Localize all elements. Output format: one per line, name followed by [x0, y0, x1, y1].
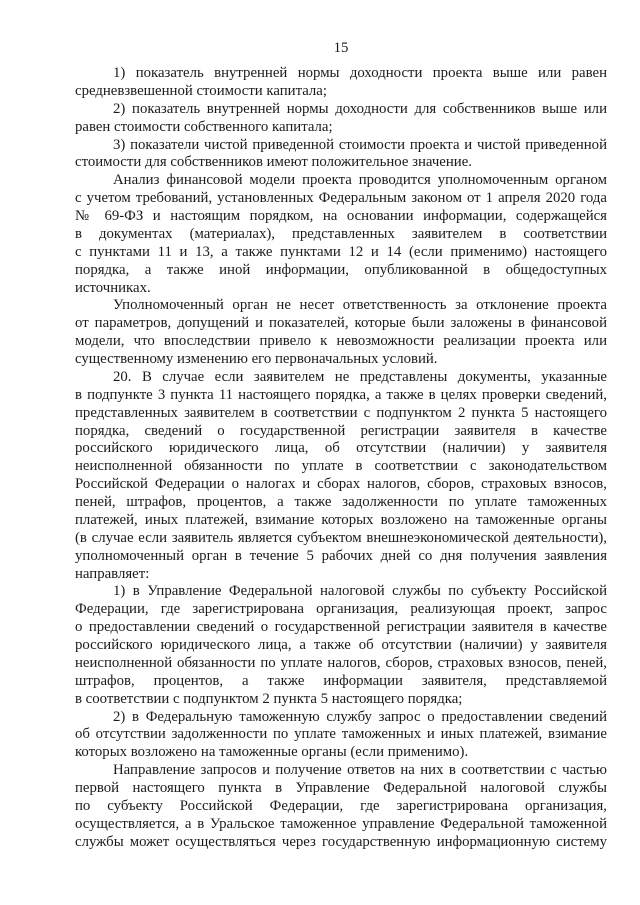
text-line: об отсутствии задолженности по уплате таможенных и иных платежей, взимание [75, 726, 607, 743]
text-line: (в случае если заявитель является субъектом внешнеэкономической деятельности), [75, 529, 607, 546]
text-line: о предоставлении сведений о государственной регистрации заявителя в качестве [75, 619, 607, 636]
paragraph-criterion-3 [75, 137, 607, 173]
text-line: 3) показатели чистой приведенной стоимости проекта и чистой приведенной [113, 136, 607, 153]
text-line: в подпункте 3 пункта 11 настоящего порядка, а также в целях проверки сведений, [75, 386, 607, 403]
text-line: от параметров, допущений и показателей, которые были заложены в финансовой [75, 315, 607, 332]
text-line: Анализ финансовой модели проекта проводится уполномоченным органом [113, 172, 607, 189]
text-line: неисполненной обязанности по уплате налогов, сборов, страховых взносов, пеней, [75, 654, 607, 671]
paragraph-criterion-2 [75, 101, 607, 137]
text-line: с учетом требований, установленных Федеральным законом от 1 апреля 2020 года [75, 190, 607, 207]
text-line: службы может осуществляться через государственную информационную систему [75, 833, 607, 850]
text-line: уполномоченный орган в течение 5 рабочих дней со дня получения заявления [75, 547, 607, 564]
text-line: Уполномоченный орган не несет ответственность за отклонение проекта [113, 297, 607, 314]
text-line: неисполненной обязанности по уплате в соответствии с законодательством [75, 458, 607, 475]
paragraph-financial-model-analysis [75, 172, 607, 297]
text-line: порядка, сведений о государственной регистрации заявителя в качестве [75, 422, 607, 439]
text-line: 1) в Управление Федеральной налоговой службы по субъекту Российской [113, 583, 607, 600]
text-line: Федерации, где зарегистрирована организация, реализующая проект, запрос [75, 601, 607, 618]
text-line: российского юридического лица, об отсутствии (наличии) у заявителя [75, 440, 607, 457]
text-line: с пунктами 11 и 13, а также пунктами 12 и 14 (если применимо) настоящего [75, 243, 607, 260]
text-line: равен стоимости собственного капитала; [75, 118, 333, 135]
page-number: 15 [333, 40, 349, 56]
text-line: источниках. [75, 279, 151, 296]
text-line: осуществляется, а в Уральское таможенное управление Федеральной таможенной [75, 815, 607, 832]
text-line: средневзвешенной стоимости капитала; [75, 82, 327, 99]
paragraph-clause-20 [75, 369, 607, 584]
paragraph-liability [75, 297, 607, 369]
text-line: 20. В случае если заявителем не представлены документы, указанные [113, 368, 607, 385]
text-line: стоимости для собственников имеют положительное значение. [75, 154, 472, 171]
text-line: штрафов, процентов, а также информации заявителя, представляемой [75, 672, 607, 689]
document-body [75, 65, 607, 852]
text-line: пеней, штрафов, процентов, а также задолженности по уплате таможенных [75, 494, 607, 510]
text-line: по субъекту Российской Федерации, где зарегистрирована организация, [75, 797, 607, 814]
text-line: платежей, иных платежей, взимание которых возложено на таможенные органы [75, 511, 607, 528]
paragraph-requests [75, 762, 607, 851]
text-line: существенному изменению его первоначальных условий. [75, 351, 438, 367]
text-line: Направление запросов и получение ответов на них в соответствии с частью [113, 762, 607, 779]
text-line: 1) показатель внутренней нормы доходности проекта выше или равен [113, 65, 607, 81]
text-line: первой настоящего пункта в Управление Федеральной налоговой службы [75, 780, 607, 796]
text-line: № 69-ФЗ и настоящим порядком, на основании информации, содержащейся [75, 208, 607, 224]
text-line: направляет: [75, 565, 150, 582]
text-line: представленных заявителем в соответствии с подпунктом 2 пункта 5 настоящего [75, 404, 607, 421]
text-line: 2) в Федеральную таможенную службу запрос о предоставлении сведений [113, 708, 607, 725]
text-line: которых возложено на таможенные органы (если применимо). [75, 744, 469, 761]
text-line: в соответствии с подпунктом 2 пункта 5 настоящего порядка; [75, 690, 463, 707]
paragraph-subclause-1 [75, 583, 607, 708]
text-line: российского юридического лица, а также об отсутствии (наличии) у заявителя [75, 637, 607, 653]
text-line: в документах (материалах), представленных заявителем в соответствии [75, 225, 607, 242]
text-line: порядка, а также иной информации, опубликованной в общедоступных [75, 261, 607, 278]
paragraph-subclause-2 [75, 709, 607, 763]
text-line: модели, что впоследствии привело к невозможности реализации проекта или [75, 333, 607, 350]
paragraph-criterion-1 [75, 65, 607, 101]
text-line: Российской Федерации о налогах и сборах налогов, сборов, страховых взносов, [75, 476, 607, 493]
text-line: 2) показатель внутренней нормы доходности для собственников выше или [113, 100, 607, 117]
